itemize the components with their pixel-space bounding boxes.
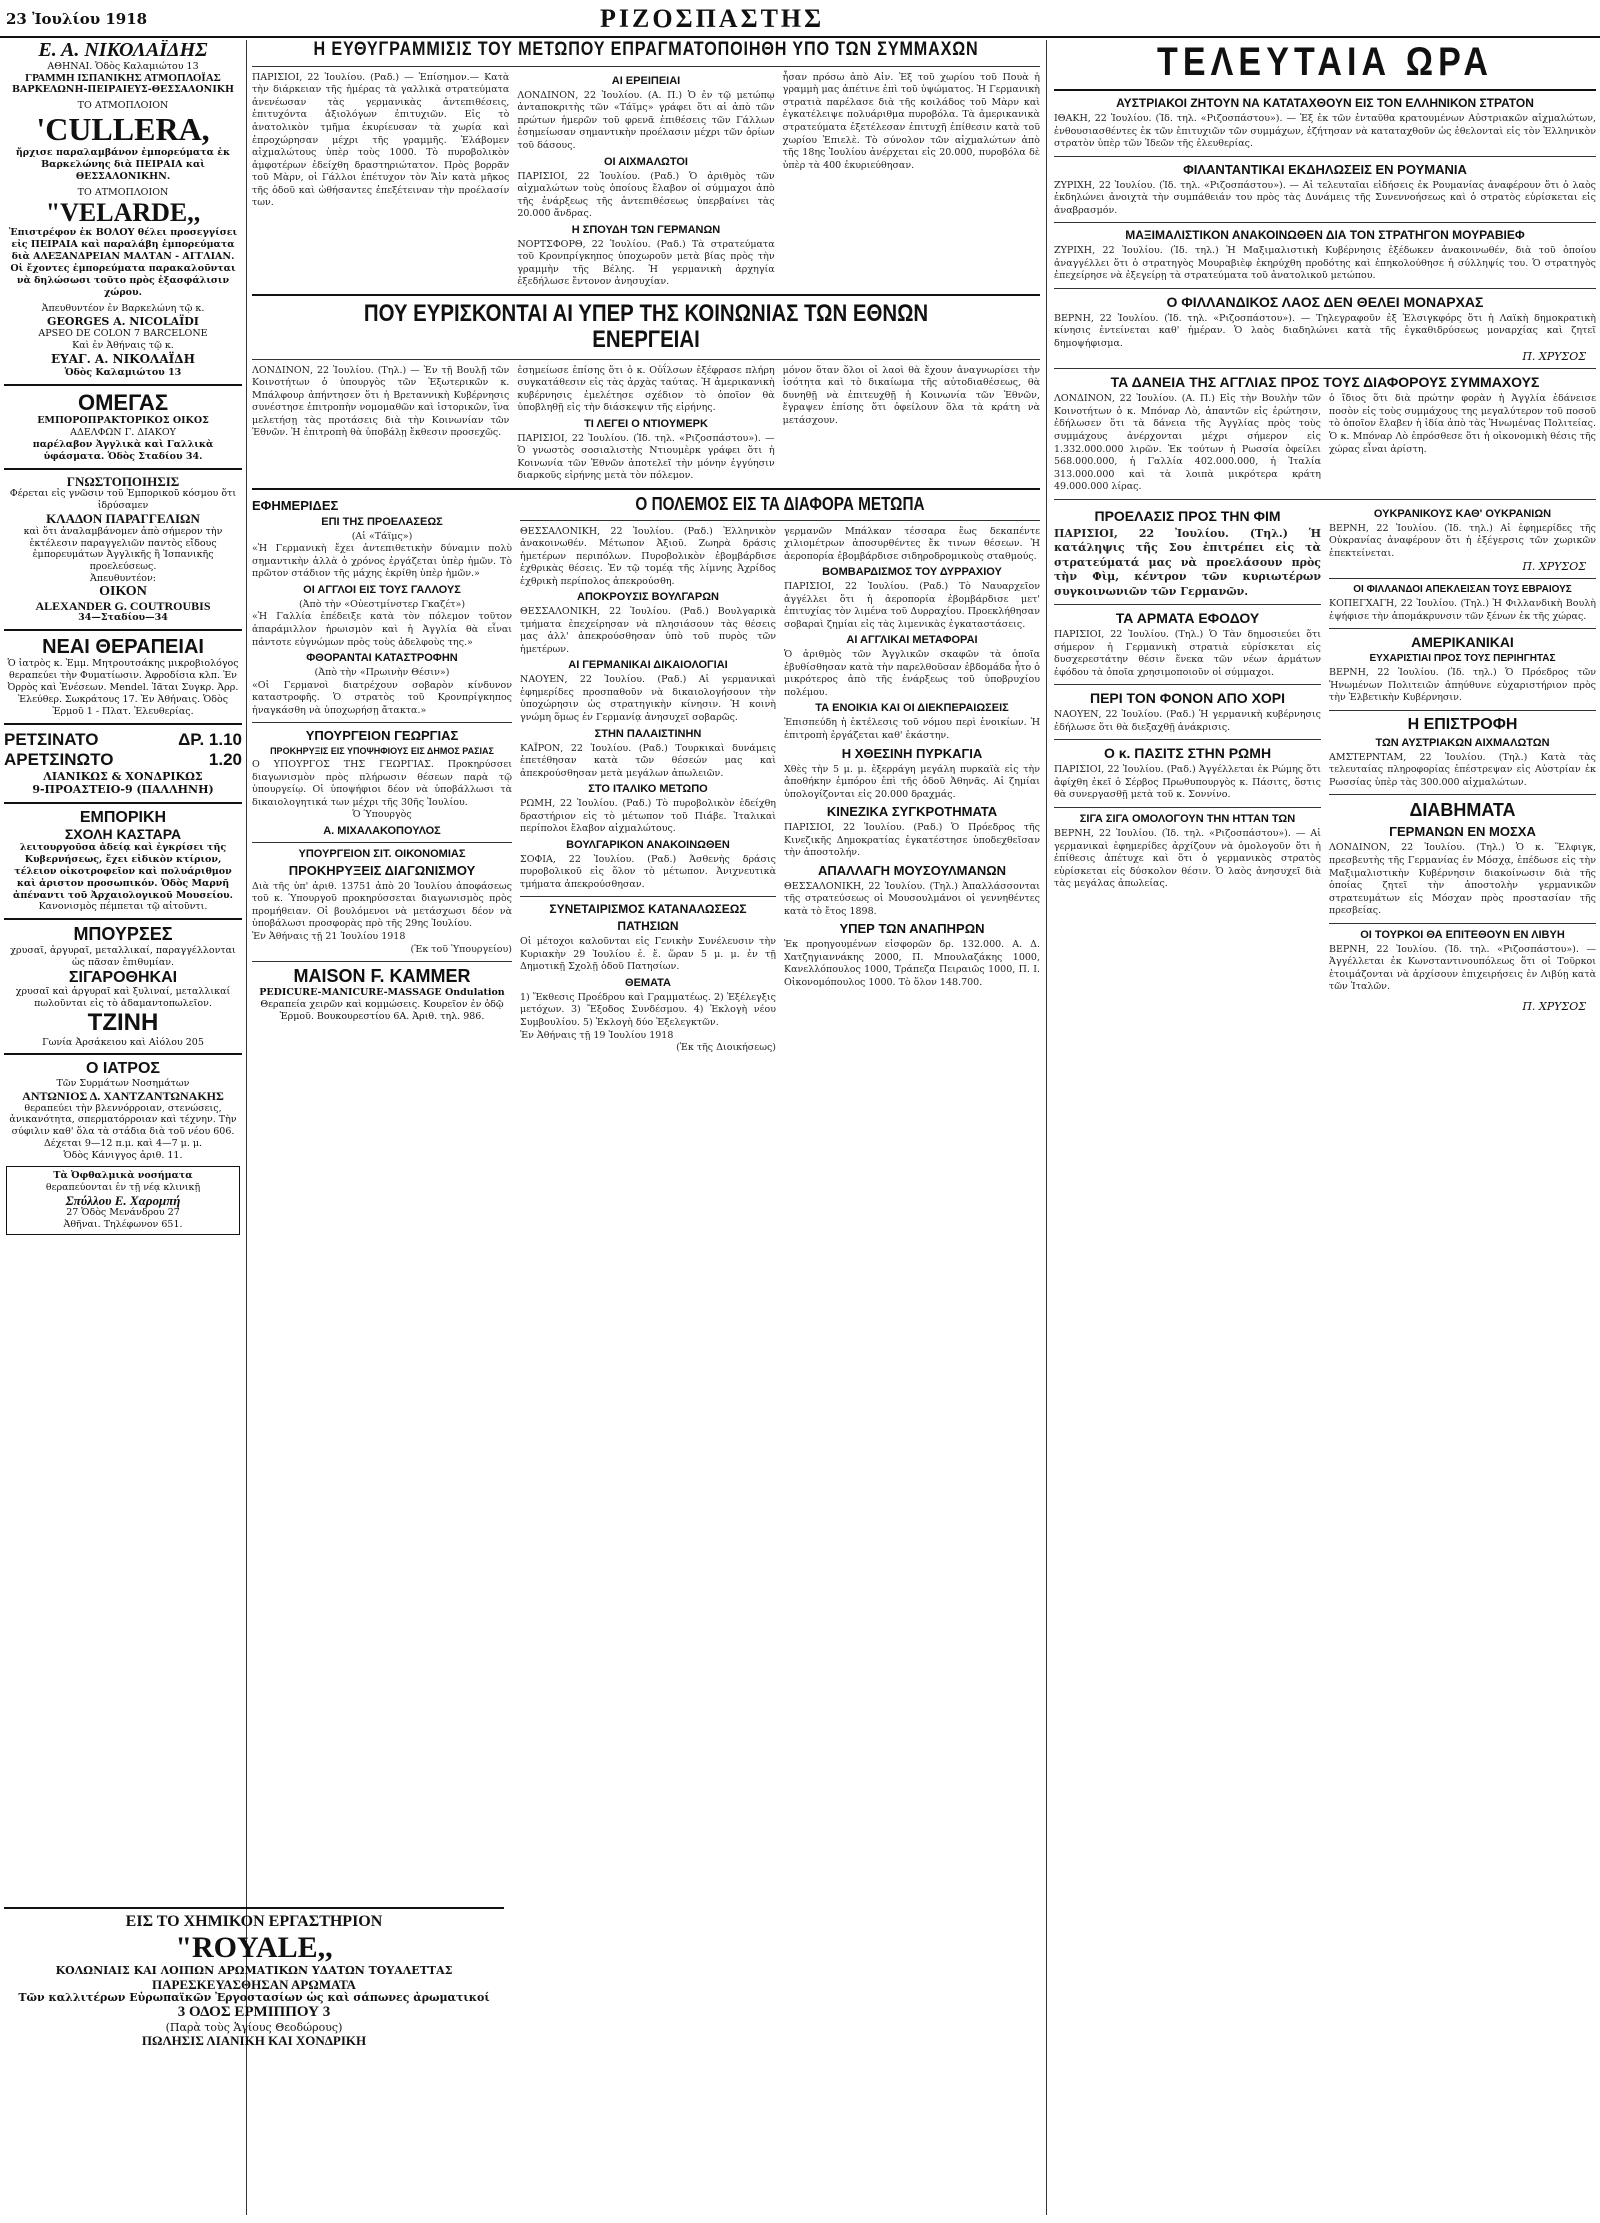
notice-signature: Α. ΜΙΧΑΛΑΚΟΠΟΥΛΟΣ bbox=[323, 824, 441, 837]
article-source: (Αἱ «Τάϊμς») bbox=[351, 530, 413, 542]
article-text: ΛΟΝΔΙΝΟΝ, 22 Ἰουλίου. (Τηλ.) Ὁ κ. Ἕλφιγκ, πρεσβευτὴς τῆς Γερμανίας ἐν Μόσχᾳ, ἐπέδωσε εἰς τὴν Μαξιμαλιστικὴν Κυβέρνησιν διακοίνωσιν διὰ τῆς ὁποίας ζητεῖ τὴν ἀποστολὴν γερμανικῶν στρατευμάτων εἰς Μόσχαν πρὸς προστασίαν τῆς πρεσβείας. bbox=[1329, 842, 1596, 917]
ad-title: ΕΜΠΟΡΙΚΗ bbox=[79, 809, 167, 827]
ad-title: ΝΕΑΙ ΘΕΡΑΠΕΙΑΙ bbox=[42, 636, 204, 659]
notice-text: 1) Ἔκθεσις Προέδρου καὶ Γραμματέως. 2) Ἐξέλεγξις μετόχων. 3) Ἔξοδος Συνδέσμου. 4) Ἐκλογὴ νέου Συμβουλίου. 5) Ἐκλογὴ δύο Ἐξελεγκτῶν. bbox=[520, 991, 776, 1028]
doctor-ad bbox=[4, 1060, 242, 1161]
article-subtitle: Η ΣΠΟΥΔΗ ΤΩΝ ΓΕΡΜΑΝΩΝ bbox=[571, 223, 721, 236]
brand-name: "ROYALE,, bbox=[175, 1930, 333, 1964]
article-byline: Π. ΧΡΥΣΟΣ bbox=[1522, 350, 1586, 364]
article-subtitle: ΣΤΗΝ ΠΑΛΑΙΣΤΙΝΗΝ bbox=[594, 727, 702, 740]
ad-title: ΣΙΓΑΡΟΘΗΚΑΙ bbox=[68, 968, 178, 986]
ad-text: Ἀπευθυντέον ἐν Βαρκελώνη τῷ κ. bbox=[41, 302, 205, 314]
article-text: Ἐπισπεύδη ἡ ἐκτέλεσις τοῦ νόμου περὶ ἐνοικίων. Ἡ ἐπιτροπὴ ἐργάζεται καθ' ἑκάστην. bbox=[784, 717, 1040, 741]
article-subtitle: ΑΙ ΕΡΕΙΠΕΙΑΙ bbox=[611, 74, 681, 87]
wine-ad bbox=[4, 730, 242, 798]
agent-address: APSEO DE COLON 7 BARCELONE bbox=[38, 328, 208, 340]
notice-date: Ἐν Ἀθήναις τῇ 19 Ἰουλίου 1918 bbox=[520, 1029, 674, 1041]
omegas-ad bbox=[4, 391, 242, 463]
ad-text: θεραπεύει τὴν βλεννόρροιαν, στενώσεις, ἀνικανότητα, σπερματόρροιαν καὶ τέχνην. Τὴν σύφιλιν καθ' ὅλα τὰ στάδια διὰ τοῦ νέου 606. bbox=[9, 1102, 237, 1138]
ad-text: ΑΔΕΛΦΩΝ Γ. ΔΙΑΚΟΥ bbox=[70, 427, 176, 439]
article-subtitle: ΦΘΟΡΑΝΤΑΙ ΚΑΤΑΣΤΡΟΦΗΝ bbox=[306, 652, 458, 665]
ad-address: (Παρὰ τοὺς Ἁγίους Θεοδώρους) bbox=[165, 2020, 343, 2034]
notice-ad bbox=[4, 475, 242, 625]
ad-text: θεραπεύονται ἐν τῇ νέᾳ κλινικῇ bbox=[45, 1181, 201, 1193]
article-text: «Οἱ Γερμανοὶ διατρέχουν σοβαρὸν κίνδυνον καταστροφῆς. Ὁ στρατὸς τοῦ Κρονπρίγκηπος ἠναγκάσθη νὰ ὑποχωρήσῃ ἄτακτα.» bbox=[252, 679, 512, 716]
article-text: ΛΟΝΔΙΝΟΝ, 22 Ἰουλίου. (Α. Π.) Εἰς τὴν Βουλὴν τῶν Κοινοτήτων ὁ κ. Μπόναρ Λὸ, ἀπαντῶν εἰς ἐρώτησιν, ἐδήλωσεν ὅτι τὰ δάνεια τῆς Ἀγγλίας πρὸς τοὺς συμμάχους ἀνέρχονται μέχρι σήμερον εἰς 1.332.000.000 λιρῶν. Ἐκ τούτων ἡ Ρωσσία ὀφείλει 568.000.000, ἡ Γαλλία 402.000.000, ἡ Ἰταλία 313.000.000 καὶ τὰ λοιπὰ μικρότερα κράτη 49.000.000 λίρας. bbox=[1054, 393, 1321, 493]
royale-ad bbox=[4, 1902, 504, 2048]
ad-text: Καὶ ἐν Ἀθήναις τῷ κ. bbox=[72, 340, 174, 352]
ad-text: Ἀπευθυντέον: bbox=[90, 573, 156, 585]
front-story bbox=[252, 72, 1040, 289]
latest-news-headline: ΤΕΛΕΥΤΑΙΑ ΩΡΑ bbox=[1156, 40, 1493, 84]
article-text: Ὁ ἀριθμὸς τῶν Ἀγγλικῶν σκαφῶν τὰ ὁποῖα ἐβυθίσθησαν κατὰ τὴν παρελθοῦσαν ἑβδομάδα ἦτο ὁ μικρότερος ἀπὸ τῆς ἐνάρξεως τοῦ ὑποβρυχίου πολέμου. bbox=[784, 649, 1040, 698]
article-text: ΛΟΝΔΙΝΟΝ, 22 Ἰουλίου. (Τηλ.) — Ἐν τῇ Βουλῇ τῶν Κοινοτήτων ὁ ὑπουργὸς τῶν Ἐξωτερικῶν κ. Μπάλφουρ ἀπήντησεν ὅτι ἡ Βρεταννικὴ Κυβέρνησις συνέστησε ἐπιτροπὴν νομομαθῶν καὶ ἱστορικῶν, ἵνα μελετήσῃ τὰς προτάσεις διὰ τὴν Κοινωνίαν τῶν Ἐθνῶν. Ἡ ἐπιτροπὴ θὰ ὑποβάλῃ ἔκθεσιν προσεχῶς. bbox=[252, 364, 510, 439]
article-text: ΝΑΟΥΕΝ, 22 Ἰουλίου. (Ραδ.) Ἡ γερμανικὴ κυβέρνησις ἐδήλωσε ὅτι θὰ διεξαχθῇ ἀνάκρισις. bbox=[1054, 709, 1321, 733]
column-divider bbox=[246, 40, 247, 2215]
article-text: ἐσημείωσε ἐπίσης ὅτι ὁ κ. Οὐΐλσων ἐξέφρασε πλήρη συγκατάθεσιν εἰς τὰς ἀρχὰς ταύτας. Ἡ ἀμερικανικὴ κυβέρνησις ἐμελέτησε σχέδιον τὸ ὁποῖον θὰ ὑποβληθῇ εἰς τὴν διάσκεψιν τῆς εἰρήνης. bbox=[517, 364, 775, 414]
ad-text: Φέρεται εἰς γνῶσιν τοῦ Ἐμπορικοῦ κόσμου ὅτι ἱδρύσαμεν bbox=[9, 488, 237, 512]
wine-price: 1.20 bbox=[208, 749, 242, 769]
article-title: ΟΙ ΤΟΥΡΚΟΙ ΘΑ ΕΠΙΤΕΘΟΥΝ ΕΝ ΛΙΒΥΗ bbox=[1360, 928, 1565, 941]
article-subtitle: ΤΩΝ ΑΥΣΤΡΙΑΚΩΝ ΑΙΧΜΑΛΩΤΩΝ bbox=[1375, 736, 1550, 749]
ad-title: ΟΜΕΓΑΣ bbox=[77, 389, 169, 415]
article-text: ΠΑΡΙΣΙΟΙ, 22 Ἰουλίου. (Τηλ.) Ὁ Τὰν δημοσιεύει ὅτι σήμερον ἡ Γερμανικὴ στρατιὰ εὑρίσκεται εἰς δυσχερεστάτην θέσιν ἕνεκα τῶν νέων ἁρμάτων ἐφόδου τὰ ὁποῖα χρησιμοποιοῦν οἱ σύμμαχοι. bbox=[1054, 629, 1321, 678]
article-source: (Ἀπὸ τὴν «Πρωινὴν Θέσιν») bbox=[314, 667, 450, 679]
article-subtitle: ΑΙ ΑΓΓΛΙΚΑΙ ΜΕΤΑΦΟΡΑΙ bbox=[846, 634, 978, 647]
ad-subtitle: ΛΙΑΝΙΚΩΣ & ΧΟΝΔΡΙΚΩΣ bbox=[43, 769, 203, 783]
wine-name: ΑΡΕΤΣΙΝΩΤΟ bbox=[4, 749, 114, 769]
article-subtitle: ΣΤΟ ΙΤΑΛΙΚΟ ΜΕΤΩΠΟ bbox=[588, 783, 708, 796]
article-text: ΚΑΪΡΟΝ, 22 Ἰουλίου. (Ραδ.) Τουρκικαὶ δυνάμεις ἐπετέθησαν κατὰ τῶν θέσεών μας καὶ ἀπεκρούσθησαν μετὰ μεγάλων ἀπωλειῶν. bbox=[520, 742, 776, 779]
steamer-name: 'CULLERA, bbox=[36, 111, 210, 148]
school-ad bbox=[4, 809, 242, 913]
newspaper-title: ΡΙΖΟΣΠΑΣΤΗΣ bbox=[600, 4, 825, 33]
ad-subtitle: ΠΑΡΕΣΚΕΥΑΣΘΗΣΑΝ ΑΡΩΜΑΤΑ bbox=[152, 1976, 356, 1992]
ad-title: ΜΠΟΥΡΣΕΣ bbox=[73, 924, 173, 945]
article-title: ΑΜΕΡΙΚΑΝΙΚΑΙ bbox=[1411, 634, 1514, 651]
front-headline: Η ΕΥΘΥΓΡΑΜΜΙΣΙΣ ΤΟΥ ΜΕΤΩΠΟΥ ΕΠΡΑΓΜΑΤΟΠΟΙΗΘΗ ΥΠΟ ΤΩΝ ΣΥΜΜΑΧΩΝ bbox=[313, 40, 979, 60]
ad-address: Ὁδὸς Κάνιγγος ἀριθ. 11. bbox=[63, 1150, 183, 1162]
notice-title: ΥΠΟΥΡΓΕΙΟΝ ΓΕΩΡΓΙΑΣ bbox=[305, 728, 459, 744]
article-source: (Ἀπὸ τὴν «Οὐεστμίνστερ Γκαζέτ») bbox=[298, 598, 466, 610]
article-text: ΒΕΡΝΗ, 22 Ἰουλίου. (Ἰδ. τηλ.) Ὁ Πρόεδρος τῶν Ἡνωμένων Πολιτειῶν ἀπηύθυνε εὐχαριστήριον πρὸς τὴν Ἑλβετικὴν Κυβέρνησιν. bbox=[1329, 667, 1596, 704]
article-subtitle: ΓΕΡΜΑΝΩΝ ΕΝ ΜΟΣΧΑ bbox=[1389, 824, 1536, 840]
therapy-ad bbox=[4, 636, 242, 717]
issue-date: 23 Ἰουλίου 1918 bbox=[6, 10, 148, 28]
notice-text: Ο ΥΠΟΥΡΓΟΣ ΤΗΣ ΓΕΩΡΓΙΑΣ. Προκηρύσσει διαγωνισμὸν πρὸς πλήρωσιν θέσεων παρὰ τῷ ὑπουργείῳ. Οἱ ὑποψήφιοι δέον νὰ ὑποβάλλωσι τὰ δικαιολογητικά των μέχρι τῆς 30ῆς Ἰουλίου. bbox=[252, 759, 512, 808]
article-text: μόνον ὅταν ὅλοι οἱ λαοὶ θὰ ἔχουν ἀναγνωρίσει τὴν ἰσότητα καὶ τὸ δικαίωμα τῆς αὐτοδιαθέσεως, θὰ δυνηθῇ νὰ ἐπιτευχθῇ ἡ Κοινωνία τῶν Ἐθνῶν, ἔγραψεν ἐπίσης ὅτι ὀφείλουν ὅλα τὰ κράτη νὰ μετάσχουν. bbox=[782, 364, 1040, 426]
article-subtitle: ΥΠΕΡ ΤΩΝ ΑΝΑΠΗΡΩΝ bbox=[839, 921, 985, 937]
ad-text: ἤρχισε παραλαμβάνον ἐμπορεύματα ἐκ Βαρκελώνης διὰ ΠΕΙΡΑΙΑ καὶ ΘΕΣΣΑΛΟΝΙΚΗΝ. bbox=[15, 147, 231, 183]
agent-name: ALEXANDER G. COUTROUBIS bbox=[35, 598, 211, 613]
article-subtitle: ΟΙ ΑΙΧΜΑΛΩΤΟΙ bbox=[603, 155, 688, 168]
article-text: ΒΕΡΝΗ, 22 Ἰουλίου. (Ἰδ. τηλ. «Ριζοσπάστου»). — Τηλεγραφοῦν ἐξ Ἑλσιγκφόρς ὅτι ἡ Λαϊκὴ δημοκρατικὴ κίνησις ἐντείνεται καθ' ἡμέραν. Ὁ λαὸς διαδηλώνει κατὰ τῆς ἐγκαθιδρύσεως μοναρχίας καὶ ζητεῖ δημοψήφισμα. bbox=[1054, 312, 1596, 349]
ad-subtitle: Τῶν Συρμάτων Νοσημάτων bbox=[56, 1078, 190, 1090]
league-headline: ΠΟΥ ΕΥΡΙΣΚΟΝΤΑΙ ΑΙ ΥΠΕΡ ΤΗΣ ΚΟΙΝΩΝΙΑΣ ΤΩΝ ΕΘΝΩΝ ΕΝΕΡΓΕΙΑΙ bbox=[363, 299, 929, 354]
article-byline: Π. ΧΡΥΣΟΣ bbox=[1522, 560, 1586, 574]
article-subtitle: ΒΟΜΒΑΡΔΙΣΜΟΣ ΤΟΥ ΔΥΡΡΑΧΙΟΥ bbox=[822, 566, 1002, 579]
ad-address: 27 Ὁδὸς Μενάνδρου 27 bbox=[66, 1207, 180, 1219]
article-title: ΦΙΛΑΝΤΑΝΤΙΚΑΙ ΕΚΔΗΛΩΣΕΙΣ ΕΝ ΡΟΥΜΑΝΙΑ bbox=[1183, 161, 1467, 177]
article-subtitle: ΟΙ ΑΓΓΛΟΙ ΕΙΣ ΤΟΥΣ ΓΑΛΛΟΥΣ bbox=[303, 583, 461, 596]
article-text: ὁ ἴδιος ὅτι διὰ πρώτην φορὰν ἡ Ἀγγλία ἐδάνεισε ποσὸν εἰς τοὺς συμμάχους της μεγαλύτερον τοῦ ποσοῦ τὸ ὁποῖον ἔλαβεν ἡ ἰδία ἀπὸ τὰς Ἡνωμένας Πολιτείας. Ὁ κ. Μπόναρ Λὸ ἐπρόσθεσε ὅτι ἡ οἰκονομικὴ θέσις τῆς χώρας εἶναι ἀρίστη. bbox=[1329, 393, 1596, 455]
masthead bbox=[0, 0, 1600, 38]
wine-name: ΡΕΤΣΙΝΑΤΟ bbox=[4, 729, 99, 749]
article-title: ΔΙΑΒΗΜΑΤΑ bbox=[1409, 800, 1516, 821]
ad-address: 3 ΟΔΟΣ ΕΡΜΙΠΠΟΥ 3 bbox=[177, 2003, 331, 2020]
article-text: ΙΘΑΚΗ, 22 Ἰουλίου. (Ἰδ. τηλ. «Ριζοσπάστου»). — Ἐξ ἐκ τῶν ἐνταῦθα κρατουμένων Αὐστριακῶν αἰχμαλώτων, ἐνθουσιασθέντες ἐκ τῶν ἐπιτυχιῶν τῶν συμμάχων, ἐζήτησαν νὰ καταταχθοῦν ὡς ἐθελονταὶ εἰς τὸν Ἑλληνικὸν στρατὸν ὑπὲρ τῶν Ἰδεῶν τῆς ἐλευθερίας. bbox=[1054, 113, 1596, 150]
ad-text: Τὰ Ὀφθαλμικὰ νοσήματα bbox=[53, 1169, 193, 1181]
notice-subtitle: ΠΡΟΚΗΡΥΞΙΣ ΕΙΣ ΥΠΟΨΗΦΙΟΥΣ ΕΙΣ ΔΗΜΟΣ ΡΑΣΙΑΣ bbox=[270, 746, 494, 757]
middle-news-column bbox=[252, 40, 1040, 2215]
war-headline: Ο ΠΟΛΕΜΟΣ ΕΙΣ ΤΑ ΔΙΑΦΟΡΑ ΜΕΤΩΠΑ bbox=[635, 493, 925, 514]
article-text: Ἐκ προηγουμένων εἰσφορῶν δρ. 132.000. Α. Δ. Χατζηγιαννάκης 2000, Π. Μπουλαζάκης 1000, Κανελλόπουλος 1000, Τράπεζα Πειραιῶς 1000, Π. Ι. Οἰκονομόπουλος 1000. Τὸ ὅλον 148.700. bbox=[784, 939, 1040, 988]
article-text: ἦσαν πρόσω ἀπὸ Αἰν. Ἐξ τοῦ χωρίου τοῦ Πουὰ ἡ γραμμὴ μας ἀπέτινε ἐπὶ τοῦ ὑψώματος. Ἡ Γερμανικὴ στρατιὰ παρέλασε διὰ τῆς κοιλάδος τοῦ Μὰρν καὶ ἐγκατέλειψε πολυάριθμα πυροβόλα. Τὰ ἀμερικανικὰ στρατεύματα ἐξετέλεσαν ἐπιτυχῆ ἐπίθεσιν κατὰ τοῦ χωρίου Ἐπιελὲ. Τὸ σύνολον τῶν αἰχμαλώτων ἀπὸ τῆς 18ης Ἰουλίου ἀνέρχεται εἰς 20.000, πυροβόλα δὲ ὑπὲρ τὰ 400 ἐκυριεύθησαν. bbox=[782, 71, 1040, 171]
ad-subtitle: PEDICURE-MANICURE-MASSAGE Ondulation bbox=[259, 986, 505, 998]
article-text: ΒΕΡΝΗ, 22 Ἰουλίου. (Ἰδ. τηλ. «Ριζοσπάστου»). — Αἱ γερμανικαὶ ἐφημερίδες ἀρχίζουν νὰ ὁμολογοῦν ὅτι ἡ ἐπίθεσις ἀπέτυχε καὶ ὅτι ὁ γερμανικὸς στρατὸς εὑρίσκεται εἰς δύσκολον θέσιν. Ὁ λαὸς ἀνησυχεῖ διὰ τὰς μεγάλας ἀπωλείας. bbox=[1054, 827, 1321, 890]
ad-subtitle: ΟΙΚΟΝ bbox=[99, 584, 147, 600]
ad-subtitle: ΣΧΟΛΗ ΚΑΣΤΑΡΑ bbox=[64, 825, 182, 842]
steamer-name: "VELARDE,, bbox=[45, 197, 201, 227]
article-byline: Π. ΧΡΥΣΟΣ bbox=[1522, 999, 1586, 1013]
article-text: ΣΟΦΙΑ, 22 Ἰουλίου. (Ραδ.) Ἀσθενὴς δράσις πυροβολικοῦ εἰς ὅλον τὸ μέτωπον. Ἀνιχνευτικὰ τμήματα ἀπεκρούσθησαν. bbox=[520, 853, 776, 890]
article-text: ΘΕΣΣΑΛΟΝΙΚΗ, 22 Ἰουλίου. (Ραδ.) Ἐλληνικὸν ἀνακοινωθέν. Μέτωπον Ἀξιοῦ. Ζωηρὰ δράσις ἡμετέρων περιπόλων. Πυροβολικὸν ἐβομβάρδισε ἐχθρικὰς θέσεις. Ἐν τῷ τομέᾳ τῆς λίμνης Ἀχρίδος ἐχθρικὴ περίπολος ἀπεκρούσθη. bbox=[520, 525, 776, 587]
left-ad-column bbox=[4, 40, 242, 2215]
ad-address: Γωνία Ἀρσάκειου καὶ Αἰόλου 205 bbox=[42, 1036, 204, 1048]
ad-title: ΕΙΣ ΤΟ ΧΗΜΙΚΟΝ ΕΡΓΑΣΤΗΡΙΟΝ bbox=[125, 1913, 383, 1930]
article-text: ΠΑΡΙΣΙΟΙ, 22 Ἰουλίου. (Ραδ.) Ἀγγέλλεται ἐκ Ρώμης ὅτι ἀφίχθη ἐκεῖ ὁ Σέρβος Πρωθυπουργὸς κ. Πάσιτς, ὅστις θὰ συνεργασθῇ μετὰ τοῦ κ. Σοννίνο. bbox=[1054, 764, 1321, 801]
article-subtitle: ΑΙ ΓΕΡΜΑΝΙΚΑΙ ΔΙΚΑΙΟΛΟΓΙΑΙ bbox=[568, 659, 728, 672]
agent-name: ΕΥΑΓ. Α. ΝΙΚΟΛΑΪΔΗ bbox=[51, 352, 195, 367]
article-title: Η ΕΠΙΣΤΡΟΦΗ bbox=[1407, 715, 1518, 733]
ad-address: ΑΘΗΝΑΙ. Ὁδὸς Καλαμιώτου 13 bbox=[47, 61, 199, 72]
agent-address: 34—Σταδίου—34 bbox=[78, 612, 168, 624]
article-subtitle: ΒΟΥΛΓΑΡΙΚΟΝ ΑΝΑΚΟΙΝΩΘΕΝ bbox=[566, 838, 730, 851]
ad-text: Κανονισμὸς πέμπεται τῷ αἰτοῦντι. bbox=[38, 901, 208, 913]
notice-subtitle: ΠΡΟΚΗΡΥΞΕΙΣ ΔΙΑΓΩΝΙΣΜΟΥ bbox=[288, 862, 476, 878]
ad-subtitle: ΚΛΑΔΟΝ ΠΑΡΑΓΓΕΛΙΩΝ bbox=[46, 511, 200, 527]
article-title: ΜΑΞΙΜΑΛΙΣΤΙΚΟΝ ΑΝΑΚΟΙΝΩΘΕΝ ΔΙΑ ΤΟΝ ΣΤΡΑΤΗΓΟΝ ΜΟΥΡΑΒΙΕΦ bbox=[1125, 228, 1525, 243]
article-subtitle: ΕΥΧΑΡΙΣΤΙΑΙ ΠΡΟΣ ΤΟΥΣ ΠΕΡΙΗΓΗΤΑΣ bbox=[1369, 653, 1556, 665]
league-story bbox=[252, 365, 1040, 483]
ad-text: λειτουργοῦσα ἀδείᾳ καὶ ἐγκρίσει τῆς Κυβερνήσεως, ἔχει εἰδικὸν κτίριον, τέλειον οἰκοτροφεῖον καὶ πολυάριθμον καὶ ἀριστον προσωπικόν. Ὁδὸς Μαρνῆ ἀπέναντι τοῦ Ἀρχαιολογικοῦ Μουσείου. bbox=[13, 842, 233, 901]
brand-name: ΤΖΙΝΗ bbox=[87, 1009, 159, 1037]
optician-box bbox=[6, 1166, 240, 1235]
ad-text: Ἐπιστρέφον ἐκ ΒΟΛΟΥ θέλει προσεγγίσει εἰς ΠΕΙΡΑΙΑ καὶ παραλάβη ἐμπορεύματα διὰ ΑΛΕΞΑΝΔΡΕΙΑΝ ΜΑΛΤΑΝ - ΑΓΓΛΙΑΝ. Οἱ ἔχοντες ἐμπορεύματα παρακαλοῦνται νὰ δηλώσωσι τοῦτο πρὸς ἐξασφάλισιν χώρου. bbox=[8, 227, 238, 298]
article-text: ΑΜΣΤΕΡΝΤΑΜ, 22 Ἰουλίου. (Τηλ.) Κατὰ τὰς τελευταίας πληροφορίας ἐπέστρεψαν εἰς Αὐστρίαν ἐκ Ρωσσίας ὑπὲρ τὰς 300.000 αἰχμαλώτων. bbox=[1329, 751, 1596, 788]
article-text: «Ἡ Γαλλία ἐπέδειξε κατὰ τὸν πόλεμον τοῦτον ἀπαράμιλλον ἡρωισμὸν καὶ ἡ Ἀγγλία θὰ εἶναι πάντοτε εὐγνώμων πρὸς τοὺς ἀδελφοὺς της.» bbox=[252, 611, 512, 648]
ad-text: καὶ ὅτι ἀναλαμβάνομεν ἀπὸ σήμερον τὴν ἐκτέλεσιν παραγγελιῶν παντὸς εἴδους ἐμπορευμάτων Ἀγγλικῆς ἢ Ἰσπανικῆς προελεύσεως. bbox=[23, 525, 223, 573]
notice-subtitle: ΠΑΤΗΣΙΩΝ bbox=[617, 919, 679, 934]
article-text: ΠΑΡΙΣΙΟΙ, 22 Ἰουλίου. (Τηλ.) Ἡ κατάληψις τῆς Σου ἐπιτρέπει εἰς τὰ στρατεύματά μας νὰ προελάσουν πρὸς τὴν Φὶμ, κέντρον τῶν κυριωτέρων συγκοινωνιῶν τῶν Γερμανῶν. bbox=[1054, 526, 1321, 598]
article-text: ΒΕΡΝΗ, 22 Ἰουλίου. (Ἰδ. τηλ. «Ριζοσπάστου»). — Ἀγγέλλεται ἐκ Κωνσταντινουπόλεως ὅτι οἱ Τοῦρκοι ἑτοιμάζονται νὰ ἀρχίσουν ἐπιχειρήσεις ἐν Λιβύῃ κατὰ τῶν Ἰταλῶν. bbox=[1329, 943, 1596, 993]
article-text: ΠΑΡΙΣΙΟΙ, 22 Ἰουλίου. (Ἰδ. τηλ. «Ριζοσπάστου»). — Ὁ γνωστὸς σοσιαλιστὴς Ντιουμὲρκ γράφει ὅτι ἡ Κοινωνία τῶν Ἐθνῶν ἀποτελεῖ τὴν μόνην ἐγγύησιν διαρκοῦς εἰρήνης μετὰ τὸν πόλεμον. bbox=[517, 432, 775, 482]
article-subtitle: ΑΠΟΚΡΟΥΣΙΣ ΒΟΥΛΓΑΡΩΝ bbox=[577, 591, 719, 604]
notice-text: Διὰ τῆς ὑπ' ἀριθ. 13751 ἀπὸ 20 Ἰουλίου ἀποφάσεως τοῦ κ. Ὑπουργοῦ προκηρύσσεται διαγωνισμὸς πρὸς προμήθειαν. Οἱ βουλόμενοι νὰ μετάσχωσι δέον νὰ ὑποβάλωσι προσφορὰς πρὸ τῆς 29ης Ἰουλίου. bbox=[252, 880, 512, 930]
notice-title: ΥΠΟΥΡΓΕΙΟΝ ΣΙΤ. ΟΙΚΟΝΟΜΙΑΣ bbox=[298, 847, 466, 860]
column-divider bbox=[1046, 40, 1047, 2215]
article-subtitle: ΕΠΙ ΤΗΣ ΠΡΟΕΛΑΣΕΩΣ bbox=[321, 515, 443, 528]
ad-text: Τῶν καλλιτέρων Εὐρωπαϊκῶν Ἐργοστασίων ὡς καὶ σάπωνες ἀρωματικοί bbox=[18, 1991, 490, 2005]
section-title: ΕΦΗΜΕΡΙΔΕΣ bbox=[252, 497, 339, 513]
ad-text: Δέχεται 9—12 π.μ. καὶ 4—7 μ. μ. bbox=[43, 1138, 203, 1150]
article-text: ΒΕΡΝΗ, 22 Ἰουλίου. (Ἰδ. τηλ.) Αἱ ἐφημερίδες τῆς Οὐκρανίας ἀναφέρουν ὅτι ἡ ἐξέγερσις τῶν χωρικῶν ἐπεκτείνεται. bbox=[1329, 522, 1596, 559]
agent-address: Ὁδὸς Καλαμιώτου 13 bbox=[64, 367, 182, 379]
ad-phone: Ἀθῆναι. Τηλέφωνον 651. bbox=[63, 1219, 183, 1231]
article-text: ΠΑΡΙΣΙΟΙ, 22 Ἰουλίου. (Ραδ.) Τὸ Ναυαρχεῖον ἀγγέλλει ὅτι ἡ ἀεροπορία ἐβομβάρδισε μετ' ἐπιτυχίας τὸν λιμένα τοῦ Δυρραχίου. Προεκλήθησαν σοβαραὶ ζημίαι εἰς τὰς λιμενικὰς ἐγκαταστάσεις. bbox=[784, 581, 1040, 630]
article-text: ΝΟΡΤΣΦΟΡΘ, 22 Ἰουλίου. (Ραδ.) Τὰ στρατεύματα τοῦ Κρονπρίγκηπος ὑποχωροῦν μετὰ βίας πρὸς τὴν γραμμὴν τῆς Βέλης. Ἡ γερμανικὴ ἀρχηγία ἐξεδήλωσε ἔντονον ἀνησυχίαν. bbox=[517, 238, 775, 288]
article-subtitle: Η ΧΘΕΣΙΝΗ ΠΥΡΚΑΓΙΑ bbox=[841, 745, 983, 761]
notice-subtitle: ΘΕΜΑΤΑ bbox=[625, 976, 671, 989]
notice-text: Οἱ μέτοχοι καλοῦνται εἰς Γενικὴν Συνέλευσιν τὴν Κυριακὴν 29 Ἰουλίου ἐ. ἔ. ὥραν 5 μ. μ. ἐν τῇ Δημοτικῇ Σχολῇ ὁδοῦ Πατησίων. bbox=[520, 936, 776, 973]
article-subtitle: ΤΙ ΛΕΓΕΙ Ο ΝΤΙΟΥΜΕΡΚ bbox=[584, 417, 708, 430]
article-text: ΖΥΡΙΧΗ, 22 Ἰουλίου. (Ἰδ. τηλ.) Ἡ Μαξιμαλιστικὴ Κυβέρνησις ἐξέδωκεν ἀνακοινωθέν, διὰ τοῦ ὁποίου ἀναγγέλλει ὅτι ὁ στρατηγὸς Μουραβιὲφ ἐκηρύχθη προδότης καὶ ἐπηκολούθησε ἡ σύλληψίς του. Ὁ στρατηγὸς ἐπεχείρησε νὰ ἐξεγείρῃ τὰ στρατεύματα τοῦ ἀνατολικοῦ μετώπου. bbox=[1054, 245, 1596, 282]
article-text: ΚΟΠΕΓΧΑΓΗ, 22 Ἰουλίου. (Τηλ.) Ἡ Φιλλανδικὴ Βουλὴ ἐψήφισε τὴν ἀπομάκρυνσιν τῶν ξένων ἐκ τῆς χώρας. bbox=[1329, 598, 1596, 622]
ad-label: ΤΟ ΑΤΜΟΠΛΟΙΟΝ bbox=[77, 186, 169, 198]
article-title: ΤΑ ΑΡΜΑΤΑ ΕΦΟΔΟΥ bbox=[1115, 610, 1260, 627]
article-title: ΟΙ ΦΙΛΛΑΝΔΟΙ ΑΠΕΚΛΕΙΣΑΝ ΤΟΥΣ ΕΒΡΑΙΟΥΣ bbox=[1353, 584, 1572, 596]
article-title: Ο κ. ΠΑΣΙΤΣ ΣΤΗΝ ΡΩΜΗ bbox=[1103, 745, 1272, 762]
ad-text: ΚΟΛΩΝΙΑΙΣ ΚΑΙ ΛΟΙΠΩΝ ΑΡΩΜΑΤΙΚΩΝ ΥΔΑΤΩΝ ΤΟΥΑΛΕΤΤΑΣ bbox=[55, 1963, 453, 1977]
ad-text: χρυσαῖ, ἀργυραῖ, μεταλλικαί, παραγγέλλονται ὡς πᾶσαν ἐπιθυμίαν. bbox=[10, 945, 236, 968]
article-subtitle: ΚΙΝΕΖΙΚΑ ΣΥΓΚΡΟΤΗΜΑΤΑ bbox=[826, 804, 998, 820]
article-subtitle: ΑΠΑΛΛΑΓΗ ΜΟΥΣΟΥΛΜΑΝΩΝ bbox=[817, 862, 1007, 878]
ad-title: Ο ΙΑΤΡΟΣ bbox=[85, 1060, 161, 1078]
article-text: ΠΑΡΙΣΙΟΙ, 22 Ἰουλίου. (Ραδ.) Ὁ Πρόεδρος τῆς Κινεζικῆς Δημοκρατίας ἐγκατέστησε ὑποδεχθεῖσαν τὴν ἀποστολήν. bbox=[784, 822, 1040, 859]
article-text: ΝΑΟΥΕΝ, 22 Ἰουλίου. (Ραδ.) Αἱ γερμανικαὶ ἐφημερίδες προσπαθοῦν νὰ δικαιολογήσουν τὴν ὑποχώρησιν ὡς στρατηγικὴν κίνησιν. Ἡ κοινὴ γνώμη ὅμως ἐν Γερμανίᾳ ἀνησυχεῖ σοβαρῶς. bbox=[520, 674, 776, 723]
lower-middle bbox=[252, 495, 1040, 1055]
nicolaidis-ad bbox=[4, 40, 242, 379]
article-title: ΟΥΚΡΑΝΙΚΟΥΣ ΚΑΘ' ΟΥΚΡΑΝΙΩΝ bbox=[1373, 507, 1552, 520]
notice-title: ΣΥΝΕΤΑΙΡΙΣΜΟΣ ΚΑΤΑΝΑΛΩΣΕΩΣ bbox=[549, 902, 747, 917]
mpourses-ad bbox=[4, 925, 242, 1048]
article-text: ΘΕΣΣΑΛΟΝΙΚΗ, 22 Ἰουλίου. (Τηλ.) Ἀπαλλάσσονται τῆς στρατεύσεως οἱ Μουσουλμάνοι οἱ γεννηθέντες κατὰ τὸ ἔτος 1898. bbox=[784, 880, 1040, 917]
article-subtitle: ΤΑ ΕΝΟΙΚΙΑ ΚΑΙ ΟΙ ΔΙΕΚΠΕΡΑΙΩΣΕΙΣ bbox=[815, 702, 1009, 715]
ad-text: χρυσαῖ καὶ ἀργυραῖ καὶ ξυλιναί, μεταλλικαί πωλοῦνται εἰς τὸ ἀδαμαντοπωλεῖον. bbox=[15, 986, 231, 1010]
ad-cta: ΠΩΛΗΣΙΣ ΛΙΑΝΙΚΗ ΚΑΙ ΧΟΝΔΡΙΚΗ bbox=[141, 2033, 367, 2049]
kammer-ad-title: MAISON F. KAMMER bbox=[293, 966, 471, 987]
article-title: ΠΕΡΙ ΤΟΝ ΦΟΝΟΝ ΑΠΟ ΧΟΡΙ bbox=[1089, 690, 1286, 707]
article-text: «Ἡ Γερμανικὴ ἔχει ἀντεπιθετικὴν δύναμιν πολὺ σημαντικὴν ἀλλὰ ὁ χρόνος ἐργάζεται ὑπὲρ ἡμῶν. Τὸ πρῶτον στάδιον τῆς μάχης ἐκρίθη ὑπὲρ ἡμῶν.» bbox=[252, 543, 512, 580]
article-text: ΛΟΝΔΙΝΟΝ, 22 Ἰουλίου. (Α. Π.) Ὁ ἐν τῷ μετώπῳ ἀνταποκριτὴς τῶν «Τάϊμς» γράφει ὅτι αἱ ἀπὸ τῶν πρώτων ἡμερῶν τοῦ φρενᾶ ἐπιθέσεις τῶν Γάλλων ἐσημείωσαν σημαντικὴν προέλασιν μέχρι τῶν ὁρίων τοῦ δάσους. bbox=[517, 89, 775, 152]
ad-text: Θεραπεία χειρῶν καὶ κομμώσεις. Κουρεῖον ἐν ὁδῷ Ἑρμοῦ. Βουκουρεστίου 6Α. Ἀριθ. τηλ. 986. bbox=[260, 998, 504, 1022]
ad-title: ΓΝΩΣΤΟΠΟΙΗΣΙΣ bbox=[66, 473, 180, 489]
ad-title: Ε. Α. ΝΙΚΟΛΑΪΔΗΣ bbox=[38, 40, 208, 61]
notice-signoff: Ὁ Ὑπουργὸς bbox=[352, 809, 412, 821]
wine-price: ΔΡ. 1.10 bbox=[178, 729, 242, 749]
article-title: ΑΥΣΤΡΙΑΚΟΙ ΖΗΤΟΥΝ ΝΑ ΚΑΤΑΤΑΧΘΟΥΝ ΕΙΣ ΤΟΝ ΕΛΛΗΝΙΚΟΝ ΣΤΡΑΤΟΝ bbox=[1116, 96, 1534, 110]
notice-date: Ἐν Ἀθήναις τῇ 21 Ἰουλίου 1918 bbox=[252, 930, 406, 942]
ad-address: 9-ΠΡΟΑΣΤΕΙΟ-9 (ΠΑΛΛΗΝΗ) bbox=[32, 783, 214, 797]
article-title: ΤΑ ΔΑΝΕΙΑ ΤΗΣ ΑΓΓΛΙΑΣ ΠΡΟΣ ΤΟΥΣ ΔΙΑΦΟΡΟΥΣ ΣΥΜΜΑΧΟΥΣ bbox=[1110, 374, 1540, 391]
agent-name: GEORGES A. NICOLAÏDI bbox=[47, 314, 199, 328]
doctor-name: ΑΝΤΩΝΙΟΣ Δ. ΧΑΝΤΖΑΝΤΩΝΑΚΗΣ bbox=[22, 1088, 224, 1103]
article-text: Χθὲς τὴν 5 μ. μ. ἐξερράγη μεγάλη πυρκαϊὰ εἰς τὴν ἀποθήκην ἐμπόρου ἐπὶ τῆς ὁδοῦ Ἀθηνᾶς. Αἱ ζημίαι ὑπολογίζονται εἰς 20.000 δραχμάς. bbox=[784, 763, 1040, 800]
article-text: ΠΑΡΙΣΙΟΙ, 22 Ἰουλίου. (Ραδ.) Ὁ ἀριθμὸς τῶν αἰχμαλώτων τοὺς ὁποίους ἔλαβον οἱ σύμμαχοι ἀπὸ τῆς ἐνάρξεως τῆς ἀντεπιθέσεως ὑπερβαίνει τὰς 20.000 ἄνδρας. bbox=[517, 170, 775, 220]
ad-label: ΤΟ ΑΤΜΟΠΛΟΙΟΝ bbox=[77, 100, 169, 112]
article-text: ΘΕΣΣΑΛΟΝΙΚΗ, 22 Ἰουλίου. (Ραδ.) Βουλγαρικὰ τμήματα ἐπεχείρησαν νὰ πλησιάσουν τὰς θέσεις μας ἀλλ' ἀπεκρούσθησαν ὑπὸ τοῦ πυρὸς τῶν ἡμετέρων. bbox=[520, 606, 776, 655]
ad-text: παρέλαβον Ἀγγλικὰ καὶ Γαλλικὰ ὑφάσματα. Ὁδὸς Σταδίου 34. bbox=[32, 438, 214, 462]
article-title: ΣΙΓΑ ΣΙΓΑ ΟΜΟΛΟΓΟΥΝ ΤΗΝ ΗΤΤΑΝ ΤΩΝ bbox=[1079, 812, 1296, 825]
article-title: Ο ΦΙΛΛΑΝΔΙΚΟΣ ΛΑΟΣ ΔΕΝ ΘΕΛΕΙ ΜΟΝΑΡΧΑΣ bbox=[1166, 293, 1484, 310]
ad-name: Σπύλλου Ε. Χαρομπή bbox=[65, 1192, 181, 1208]
right-news-column bbox=[1054, 40, 1596, 2215]
ad-subtitle: ΓΡΑΜΜΗ ΙΣΠΑΝΙΚΗΣ ΑΤΜΟΠΛΟΪΑΣ bbox=[25, 71, 221, 84]
notice-source: (Ἐκ τῆς Διοικήσεως) bbox=[676, 1042, 776, 1054]
article-title: ΠΡΟΕΛΑΣΙΣ ΠΡΟΣ ΤΗΝ ΦΙΜ bbox=[1094, 507, 1281, 524]
ad-text: Ὁ ἰατρὸς κ. Ἐμμ. Μητρουτσάκης μικροβιολόγος θεραπεύει τὴν Φυματίωσιν. Ἀφροδίσια κλπ. Ἐν Ὀρρὸς καὶ Ἐνέσεων. Mendel. Ἰᾶται Συγκρ. Ἀρρ. Ἐλεύθερ. Σωκράτους 17. Ἐν Ἀθήναις. Ὁδὸς Ἐρμοῦ 1 - Πλατ. Ἐλευθερίας. bbox=[7, 658, 239, 717]
ad-subtitle: ΕΜΠΟΡΟΠΡΑΚΤΟΡΙΚΟΣ ΟΙΚΟΣ bbox=[37, 415, 209, 427]
notice-source: (Ἐκ τοῦ Ὑπουργείου) bbox=[410, 943, 512, 955]
ad-route: ΒΑΡΚΕΛΩΝΗ-ΠΕΙΡΑΙΕΥΣ-ΘΕΣΣΑΛΟΝΙΚΗ bbox=[11, 84, 235, 96]
article-text: γερμανῶν Μπάλκαν τέσσαρα ἕως δεκαπέντε χιλιομέτρων ἀποσυρθέντες ἔκ τινων θέσεων. Ἡ ἀεροπορία ἐβομβάρδισε σιδηροδρομικοὺς σταθμούς. bbox=[784, 525, 1040, 562]
article-text: ΖΥΡΙΧΗ, 22 Ἰουλίου. (Ἰδ. τηλ. «Ριζοσπάστου»). — Αἱ τελευταῖαι εἰδήσεις ἐκ Ρουμανίας ἀναφέρουν ὅτι ὁ λαὸς ἐκδηλώνει ἀνοιχτὰ τὴν συμπάθειάν του πρὸς τὰς Δυνάμεις τῆς Συνεννοήσεως καὶ ὁ στρατὸς εὑρίσκεται εἰς ἀναβρασμόν. bbox=[1054, 179, 1596, 216]
article-text: ΠΑΡΙΣΙΟΙ, 22 Ἰουλίου. (Ραδ.) — Ἐπίσημον.— Κατὰ τὴν διάρκειαν τῆς ἡμέρας τὰ γαλλικὰ στρατεύματα ἀνενέωσαν τὰς γερμανικὰς ἀντεπιθέσεις, ἐπιτυχόντα ἀξιολόγων ἐπιτυχιῶν. Εἰς τὸ ἀνατολικὸν τμῆμα ἐκυρίευσαν τὰ χωρία καὶ ἐπροχώρησαν μέχρι τῆς γραμμῆς. Ἐλάβομεν αἰχμαλώτους ὑπὲρ τοὺς 1000. Τὸ πυροβολικὸν ἀμφοτέρων ἐδείχθη δραστηριώτατον. Πρὸς βορρᾶν τοῦ Μὰρν, οἱ Γάλλοι ἐπέτυχον τὸν Ἄἰν κατὰ μῆκος τῆς ὁδοῦ καὶ ὠθήσαντες ἐπεξέτειναν τὴν προέλασίν των. bbox=[252, 71, 510, 209]
article-text: ΡΩΜΗ, 22 Ἰουλίου. (Ραδ.) Τὸ πυροβολικὸν ἐδείχθη δραστήριον εἰς τὸ μέτωπον τοῦ Πιάβε. Ἰταλικαὶ περίπολοι ἔλαβον αἰχμαλώτους. bbox=[520, 798, 776, 835]
